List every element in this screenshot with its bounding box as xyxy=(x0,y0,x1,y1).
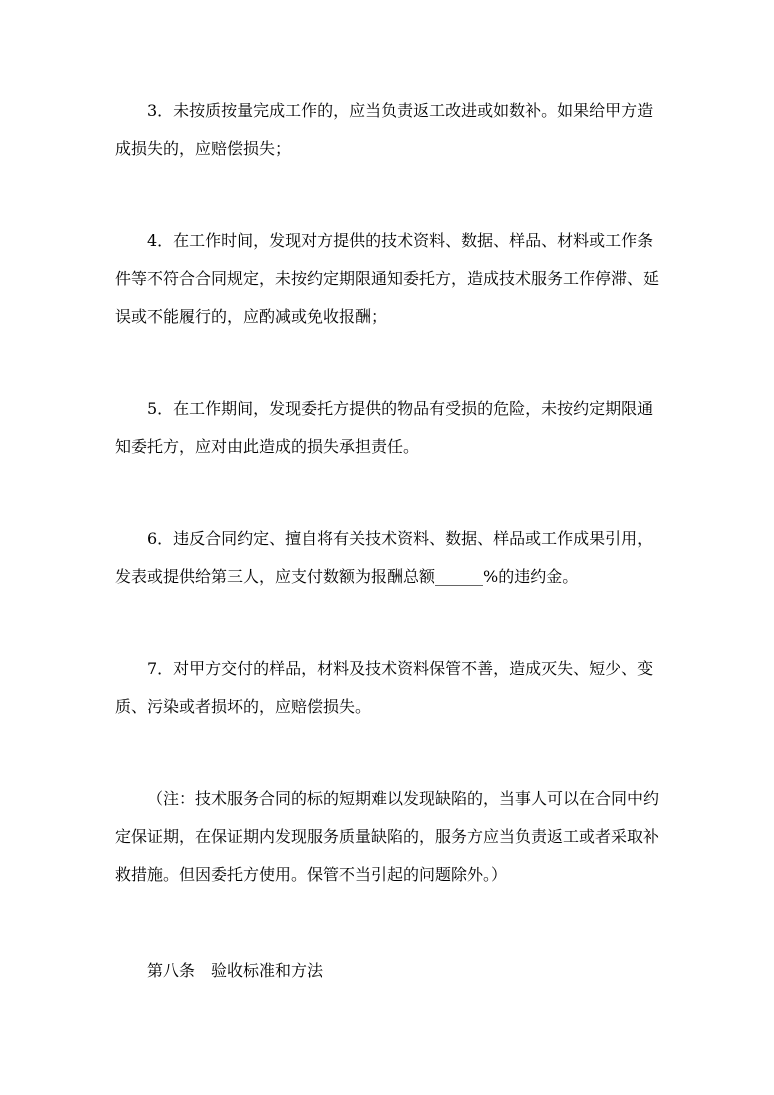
clause-4-paragraph: 4．在工作时间，发现对方提供的技术资料、数据、样品、材料或工作条件等不符合合同规定，未按约定期限通知委托方，造成技术服务工作停滞、延误或不能履行的，应酌减或免收报酬； xyxy=(115,231,660,326)
clause-6-paragraph: 6．违反合同约定、擅自将有关技术资料、数据、样品或工作成果引用，发表或提供给第三人，应支付数额为报酬总额______%的违约金。 xyxy=(115,529,654,586)
clause-7-paragraph: 7．对甲方交付的样品，材料及技术资料保管不善，造成灭失、短少、变质、污染或者损坏的，应赔偿损失。 xyxy=(115,659,654,716)
article-8-heading: 第八条 验收标准和方法 xyxy=(147,961,324,980)
clause-5-paragraph: 5．在工作期间，发现委托方提供的物品有受损的危险，未按约定期限通知委托方，应对由此造成的损失承担责任。 xyxy=(115,399,654,456)
clause-3-paragraph: 3．未按质按量完成工作的，应当负责返工改进或如数补。如果给甲方造成损失的，应赔偿损失； xyxy=(115,101,654,158)
note-paragraph: （注：技术服务合同的标的短期难以发现缺陷的，当事人可以在合同中约定保证期，在保证期内发现服务质量缺陷的，服务方应当负责返工或者采取补救措施。但因委托方使用。保管不当引起的问题除外。） xyxy=(115,789,660,884)
